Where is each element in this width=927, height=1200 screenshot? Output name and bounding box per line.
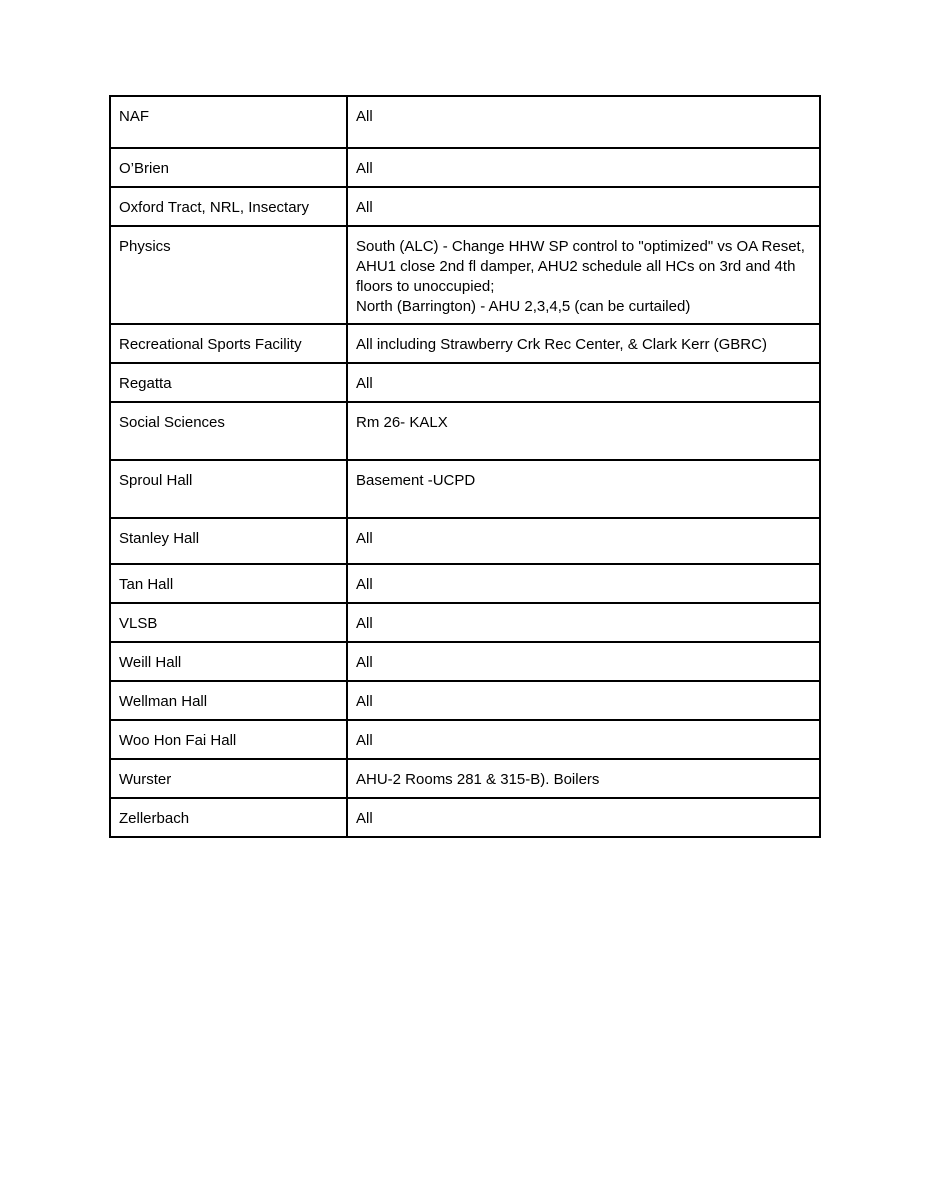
building-cell: Zellerbach <box>110 798 347 837</box>
building-cell: Social Sciences <box>110 402 347 460</box>
table-row <box>110 187 820 226</box>
building-cell: NAF <box>110 96 347 148</box>
table-row <box>110 603 820 642</box>
table-row <box>110 720 820 759</box>
scope-cell: Rm 26- KALX <box>347 402 820 460</box>
table-row <box>110 96 820 148</box>
building-cell: O’Brien <box>110 148 347 187</box>
table-row <box>110 460 820 518</box>
scope-cell: Basement -UCPD <box>347 460 820 518</box>
scope-cell: All <box>347 363 820 402</box>
scope-cell: All <box>347 720 820 759</box>
table-row <box>110 402 820 460</box>
table-row <box>110 226 820 324</box>
building-cell: Woo Hon Fai Hall <box>110 720 347 759</box>
scope-cell: South (ALC) - Change HHW SP control to "optimized" vs OA Reset, AHU1 close 2nd fl damper, AHU2 schedule all HCs on 3rd and 4th floors to unoccupied; North (Barrington) - AHU 2,3,4,5 (can be curtailed) <box>347 226 820 324</box>
table-row <box>110 148 820 187</box>
table-row <box>110 681 820 720</box>
building-cell: Wurster <box>110 759 347 798</box>
building-cell: Wellman Hall <box>110 681 347 720</box>
scope-cell: All <box>347 642 820 681</box>
table-row <box>110 324 820 363</box>
building-cell: Stanley Hall <box>110 518 347 564</box>
scope-cell: All <box>347 603 820 642</box>
scope-cell: All <box>347 681 820 720</box>
scope-cell: All including Strawberry Crk Rec Center, & Clark Kerr (GBRC) <box>347 324 820 363</box>
scope-cell: AHU-2 Rooms 281 & 315-B). Boilers <box>347 759 820 798</box>
building-cell: Oxford Tract, NRL, Insectary <box>110 187 347 226</box>
table-row <box>110 564 820 603</box>
scope-cell: All <box>347 798 820 837</box>
building-cell: Physics <box>110 226 347 324</box>
building-cell: Regatta <box>110 363 347 402</box>
building-cell: Sproul Hall <box>110 460 347 518</box>
scope-cell: All <box>347 187 820 226</box>
building-cell: Tan Hall <box>110 564 347 603</box>
scope-cell: All <box>347 564 820 603</box>
table-row <box>110 642 820 681</box>
building-cell: VLSB <box>110 603 347 642</box>
table-row <box>110 798 820 837</box>
scope-cell: All <box>347 148 820 187</box>
table-row <box>110 759 820 798</box>
building-cell: Recreational Sports Facility <box>110 324 347 363</box>
table-row <box>110 518 820 564</box>
scope-cell: All <box>347 518 820 564</box>
building-cell: Weill Hall <box>110 642 347 681</box>
scope-cell: All <box>347 96 820 148</box>
table-row <box>110 363 820 402</box>
building-scope-table <box>109 95 821 838</box>
